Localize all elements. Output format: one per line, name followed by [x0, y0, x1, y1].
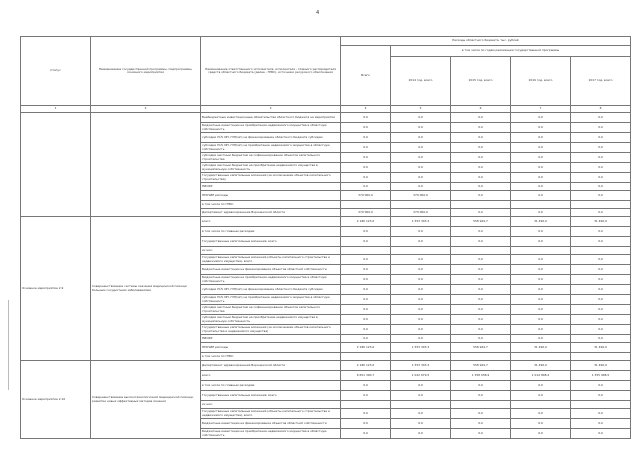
- header-total: Всего: [341, 46, 391, 106]
- row-funding-source: Департамент здравоохранения Воронежской области: [201, 209, 341, 217]
- cell-year-value: 0,0: [391, 315, 451, 325]
- cell-year-value: 0,0: [391, 143, 451, 153]
- cell-year-value: 0,0: [451, 295, 511, 305]
- cell-year-value: 0,0: [391, 113, 451, 123]
- row-funding-source: Государственные капитальные вложения, всего: [201, 391, 341, 401]
- cell-year-value: 31 490,0: [571, 217, 631, 227]
- row-status: Основное мероприятие 2.10: [21, 361, 91, 439]
- column-number: 5: [391, 106, 451, 113]
- row-funding-source: субсидии ЮЛ, ИП, ГУП(мп) на финансирование областного бюджета субсидии: [201, 133, 341, 143]
- cell-year-value: 0,0: [511, 191, 571, 201]
- cell-year-value: 0,0: [511, 429, 571, 439]
- cell-year-value: 0,0: [451, 123, 511, 133]
- row-funding-source: в том числе по главным расходам:: [201, 227, 341, 237]
- cell-year-value: [451, 353, 511, 361]
- header-by-year-group: в том числе по годам реализации государственной программы: [391, 46, 631, 57]
- cell-year-value: 0,0: [451, 265, 511, 275]
- cell-year-value: 0,0: [571, 183, 631, 191]
- row-funding-source: Бюджетные инвестиции на приобретение недвижимого имущества в областную собственность: [201, 275, 341, 285]
- row-funding-source: в том числе по главным расходам:: [201, 381, 341, 391]
- cell-year-value: 1 014 808,2: [511, 371, 571, 381]
- cell-year-value: 0,0: [451, 391, 511, 401]
- cell-year-value: 0,0: [451, 381, 511, 391]
- cell-year-value: 1 553 303,3: [391, 361, 451, 371]
- cell-year-value: 0,0: [451, 255, 511, 265]
- cell-total: 0,0: [341, 265, 391, 275]
- column-number-row: [21, 106, 631, 113]
- cell-year-value: [511, 401, 571, 409]
- page-number: 4: [316, 10, 320, 16]
- cell-year-value: 0,0: [391, 265, 451, 275]
- row-funding-source: субсидии местным бюджетам на софинансирование объектов капитального строительства: [201, 305, 341, 315]
- cell-year-value: 1 553 303,3: [391, 343, 451, 353]
- row-funding-source: НИОКР: [201, 183, 341, 191]
- row-funding-source: субсидии ЮЛ, ИП, ГУП(мп) на финансирование областного бюджета субсидии: [201, 285, 341, 295]
- cell-year-value: 0,0: [571, 133, 631, 143]
- cell-year-value: 0,0: [571, 275, 631, 285]
- row-funding-source: Департамент здравоохранения Воронежской области: [201, 361, 341, 371]
- cell-year-value: [511, 247, 571, 255]
- header-budget-group: Расходы областного бюджета, тыс. рублей: [341, 37, 631, 46]
- row-funding-source: НИОКР: [201, 335, 341, 343]
- row-funding-source: всего: [201, 371, 341, 381]
- header-status: Статус: [21, 37, 91, 106]
- cell-year-value: 0,0: [571, 265, 631, 275]
- row-status: Основное мероприятие 2.9: [21, 217, 91, 361]
- cell-year-value: 1 022 679,5: [391, 371, 451, 381]
- cell-year-value: 0,0: [511, 255, 571, 265]
- cell-total: 0,0: [341, 163, 391, 173]
- column-number: 7: [511, 106, 571, 113]
- cell-year-value: 0,0: [511, 133, 571, 143]
- cell-year-value: 0,0: [391, 237, 451, 247]
- row-program-name: [91, 113, 201, 217]
- cell-year-value: 0,0: [571, 113, 631, 123]
- cell-year-value: 0,0: [571, 209, 631, 217]
- cell-year-value: 0,0: [571, 255, 631, 265]
- cell-year-value: 0,0: [511, 295, 571, 305]
- cell-total: 0,0: [341, 315, 391, 325]
- cell-total: 0,0: [341, 409, 391, 419]
- cell-total: [341, 201, 391, 209]
- cell-year-value: 0,0: [391, 153, 451, 163]
- cell-total: 0,0: [341, 325, 391, 335]
- cell-year-value: 0,0: [451, 305, 511, 315]
- cell-year-value: 0,0: [391, 381, 451, 391]
- cell-year-value: [571, 401, 631, 409]
- cell-year-value: [391, 247, 451, 255]
- cell-year-value: 0,0: [571, 381, 631, 391]
- cell-year-value: 0,0: [391, 325, 451, 335]
- column-number: 8: [571, 106, 631, 113]
- cell-total: 0,0: [341, 133, 391, 143]
- row-funding-source: Бюджетные инвестиции на финансирование объектов областной собственности: [201, 419, 341, 429]
- cell-year-value: [451, 247, 511, 255]
- cell-year-value: 0,0: [511, 419, 571, 429]
- cell-year-value: 0,0: [511, 173, 571, 183]
- cell-year-value: 558 944,7: [451, 217, 511, 227]
- cell-year-value: 0,0: [511, 381, 571, 391]
- cell-year-value: 0,0: [571, 419, 631, 429]
- cell-year-value: 0,0: [391, 133, 451, 143]
- cell-year-value: 0,0: [571, 315, 631, 325]
- row-funding-source: Бюджетные инвестиции на приобретение недвижимого имущества в областную собственность: [201, 429, 341, 439]
- cell-total: 0,0: [341, 183, 391, 191]
- cell-total: 0,0: [341, 237, 391, 247]
- cell-total: 6 651 390,7: [341, 371, 391, 381]
- row-funding-source: из них:: [201, 401, 341, 409]
- table-row: [21, 113, 631, 123]
- cell-year-value: 0,0: [571, 237, 631, 247]
- cell-year-value: 0,0: [391, 419, 451, 429]
- cell-year-value: 0,0: [571, 295, 631, 305]
- cell-year-value: [451, 201, 511, 209]
- cell-year-value: 0,0: [571, 335, 631, 343]
- cell-total: 0,0: [341, 153, 391, 163]
- cell-year-value: 0,0: [451, 173, 511, 183]
- header-year-2015: 2015 год, всего: [451, 57, 511, 106]
- cell-year-value: 0,0: [451, 315, 511, 325]
- cell-total: 0,0: [341, 123, 391, 133]
- row-funding-source: ПРОЧИЕ расходы: [201, 343, 341, 353]
- cell-total: 2 186 123,0: [341, 343, 391, 353]
- cell-year-value: 0,0: [511, 305, 571, 315]
- row-funding-source: ПРОЧИЕ расходы: [201, 191, 341, 201]
- cell-year-value: 0,0: [391, 173, 451, 183]
- cell-year-value: 0,0: [451, 325, 511, 335]
- row-status: [21, 113, 91, 217]
- header-year-2017: 2017 год, всего: [571, 57, 631, 106]
- cell-year-value: 0,0: [571, 123, 631, 133]
- row-funding-source: в том числе по ГРБС:: [201, 201, 341, 209]
- cell-total: [341, 401, 391, 409]
- cell-year-value: 31 490,0: [511, 343, 571, 353]
- cell-year-value: 1 355 998,5: [571, 371, 631, 381]
- cell-year-value: 0,0: [571, 227, 631, 237]
- cell-year-value: 0,0: [511, 391, 571, 401]
- cell-year-value: 0,0: [391, 429, 451, 439]
- row-funding-source: субсидии местным бюджетам на приобретение недвижимого имущества в муниципальную собственность: [201, 315, 341, 325]
- cell-year-value: 0,0: [451, 275, 511, 285]
- cell-year-value: 0,0: [391, 275, 451, 285]
- cell-year-value: 0,0: [391, 285, 451, 295]
- cell-year-value: 0,0: [391, 335, 451, 343]
- row-funding-source: субсидии ЮЛ, ИП, ГУП(мп) на приобретение недвижимого имущества в областную собственность: [201, 143, 341, 153]
- cell-year-value: 0,0: [391, 123, 451, 133]
- cell-year-value: 0,0: [511, 227, 571, 237]
- cell-year-value: 0,0: [571, 285, 631, 295]
- cell-year-value: [571, 353, 631, 361]
- cell-year-value: 0,0: [451, 227, 511, 237]
- header-name: Наименование государственной программы, подпрограммы, основного мероприятия: [91, 37, 201, 106]
- cell-total: 0,0: [341, 335, 391, 343]
- cell-total: 0,0: [341, 143, 391, 153]
- cell-year-value: 0,0: [511, 153, 571, 163]
- budget-table: [20, 36, 631, 439]
- cell-year-value: 1 358 038,9: [451, 371, 511, 381]
- cell-year-value: 0,0: [451, 183, 511, 191]
- cell-total: 379 000,0: [341, 191, 391, 201]
- cell-year-value: 0,0: [571, 153, 631, 163]
- cell-year-value: 0,0: [451, 163, 511, 173]
- header-year-2014: 2014 год, всего: [391, 57, 451, 106]
- cell-year-value: 0,0: [571, 173, 631, 183]
- cell-year-value: 0,0: [451, 285, 511, 295]
- row-funding-source: Государственные капитальные вложения (объекты капитального строительства и недвижимого имущества), всего: [201, 409, 341, 419]
- cell-year-value: 0,0: [451, 409, 511, 419]
- cell-total: 0,0: [341, 429, 391, 439]
- row-funding-source: Внебюджетные инвестиционные обязательства областного бюджета на мероприятия: [201, 113, 341, 123]
- cell-year-value: [451, 401, 511, 409]
- cell-year-value: 0,0: [571, 409, 631, 419]
- cell-total: 0,0: [341, 285, 391, 295]
- cell-year-value: 0,0: [571, 429, 631, 439]
- cell-year-value: 0,0: [451, 113, 511, 123]
- row-funding-source: Государственные капитальные вложения (за исключением объектов капитального строительства): [201, 173, 341, 183]
- row-funding-source: субсидии ЮЛ, ИП, ГУП(мп) на приобретение недвижимого имущества в областную собственность: [201, 295, 341, 305]
- cell-year-value: 0,0: [451, 429, 511, 439]
- cell-year-value: 0,0: [511, 209, 571, 217]
- row-funding-source: Государственные капитальные вложения, всего: [201, 237, 341, 247]
- cell-year-value: 0,0: [511, 325, 571, 335]
- row-funding-source: Бюджетные инвестиции на приобретение недвижимого имущества в областную собственность: [201, 123, 341, 133]
- cell-year-value: 0,0: [391, 409, 451, 419]
- cell-year-value: 0,0: [511, 335, 571, 343]
- cell-year-value: 0,0: [571, 305, 631, 315]
- scan-edge-mark: [8, 300, 13, 390]
- cell-year-value: 31 490,0: [511, 217, 571, 227]
- row-funding-source: всего: [201, 217, 341, 227]
- cell-total: 0,0: [341, 305, 391, 315]
- table-row: [21, 361, 631, 371]
- row-funding-source: Государственные капитальные вложения (объекты капитального строительства и недвижимого имущества), всего: [201, 255, 341, 265]
- column-number: 2: [91, 106, 201, 113]
- cell-year-value: 0,0: [391, 183, 451, 191]
- cell-total: 0,0: [341, 255, 391, 265]
- cell-year-value: 0,0: [511, 123, 571, 133]
- cell-year-value: 0,0: [391, 391, 451, 401]
- cell-year-value: 0,0: [511, 183, 571, 191]
- cell-year-value: 0,0: [451, 191, 511, 201]
- cell-year-value: 0,0: [511, 275, 571, 285]
- cell-total: 0,0: [341, 227, 391, 237]
- cell-year-value: 0,0: [571, 143, 631, 153]
- header-row-1: [21, 37, 631, 46]
- cell-year-value: 0,0: [571, 163, 631, 173]
- cell-total: [341, 353, 391, 361]
- cell-year-value: 0,0: [511, 409, 571, 419]
- cell-year-value: [391, 201, 451, 209]
- cell-year-value: 558 944,7: [451, 343, 511, 353]
- cell-year-value: [391, 401, 451, 409]
- column-number: 3: [201, 106, 341, 113]
- cell-year-value: 0,0: [391, 295, 451, 305]
- row-funding-source: Бюджетные инвестиции на финансирование объектов областной собственности: [201, 265, 341, 275]
- cell-year-value: 0,0: [571, 391, 631, 401]
- header-responsible: Наименование ответственного исполнителя, исполнителя - главного распорядителя средств областного бюджета (далее - ГРБС), источники ресурсного обеспечения: [201, 37, 341, 106]
- cell-year-value: 0,0: [511, 315, 571, 325]
- cell-year-value: [511, 201, 571, 209]
- cell-year-value: 0,0: [451, 153, 511, 163]
- header-year-2016: 2016 год, всего: [511, 57, 571, 106]
- cell-year-value: 0,0: [571, 191, 631, 201]
- row-funding-source: из них:: [201, 247, 341, 255]
- cell-total: 2 186 123,0: [341, 361, 391, 371]
- cell-year-value: 0,0: [511, 265, 571, 275]
- cell-year-value: 0,0: [451, 143, 511, 153]
- cell-year-value: 31 490,0: [511, 361, 571, 371]
- cell-year-value: 0,0: [451, 419, 511, 429]
- cell-total: 0,0: [341, 113, 391, 123]
- row-funding-source: в том числе по ГРБС:: [201, 353, 341, 361]
- cell-year-value: 0,0: [511, 237, 571, 247]
- row-program-name: Совершенствование высокотехнологичной медицинской помощи, развитие новых эффективных методов лечения: [91, 361, 201, 439]
- cell-total: [341, 247, 391, 255]
- cell-year-value: 0,0: [571, 325, 631, 335]
- cell-year-value: 0,0: [391, 163, 451, 173]
- cell-total: 0,0: [341, 391, 391, 401]
- column-number: 4: [341, 106, 391, 113]
- row-funding-source: Государственные капитальные вложения (за исключением объектов капитального строительства и недвижимого имущества): [201, 325, 341, 335]
- cell-year-value: 0,0: [451, 237, 511, 247]
- cell-year-value: 0,0: [511, 143, 571, 153]
- cell-year-value: 0,0: [391, 227, 451, 237]
- cell-year-value: [511, 353, 571, 361]
- cell-year-value: 1 553 303,3: [391, 217, 451, 227]
- cell-year-value: 0,0: [511, 285, 571, 295]
- cell-year-value: 379 000,0: [391, 209, 451, 217]
- column-number: 6: [451, 106, 511, 113]
- cell-total: 379 000,0: [341, 209, 391, 217]
- row-funding-source: субсидии местным бюджетам на приобретение недвижимого имущества в муниципальную собственность: [201, 163, 341, 173]
- cell-year-value: 558 944,7: [451, 361, 511, 371]
- cell-year-value: 379 000,0: [391, 191, 451, 201]
- cell-year-value: [571, 247, 631, 255]
- cell-total: 2 186 123,0: [341, 217, 391, 227]
- cell-year-value: 0,0: [451, 335, 511, 343]
- cell-total: 0,0: [341, 295, 391, 305]
- row-program-name: Совершенствование системы оказания медицинской помощи больным сосудистыми заболеваниями: [91, 217, 201, 361]
- row-funding-source: субсидии местным бюджетам на софинансирование объектов капитального строительства: [201, 153, 341, 163]
- cell-year-value: [391, 353, 451, 361]
- table-row: [21, 217, 631, 227]
- cell-total: 0,0: [341, 173, 391, 183]
- cell-year-value: 0,0: [451, 133, 511, 143]
- cell-year-value: 0,0: [451, 209, 511, 217]
- cell-total: 0,0: [341, 275, 391, 285]
- cell-total: 0,0: [341, 419, 391, 429]
- cell-year-value: 0,0: [391, 305, 451, 315]
- column-number: 1: [21, 106, 91, 113]
- cell-year-value: [571, 201, 631, 209]
- cell-year-value: 0,0: [511, 113, 571, 123]
- cell-total: 0,0: [341, 381, 391, 391]
- cell-year-value: 0,0: [511, 163, 571, 173]
- cell-year-value: 0,0: [391, 255, 451, 265]
- cell-year-value: 31 490,0: [571, 343, 631, 353]
- cell-year-value: 31 490,0: [571, 361, 631, 371]
